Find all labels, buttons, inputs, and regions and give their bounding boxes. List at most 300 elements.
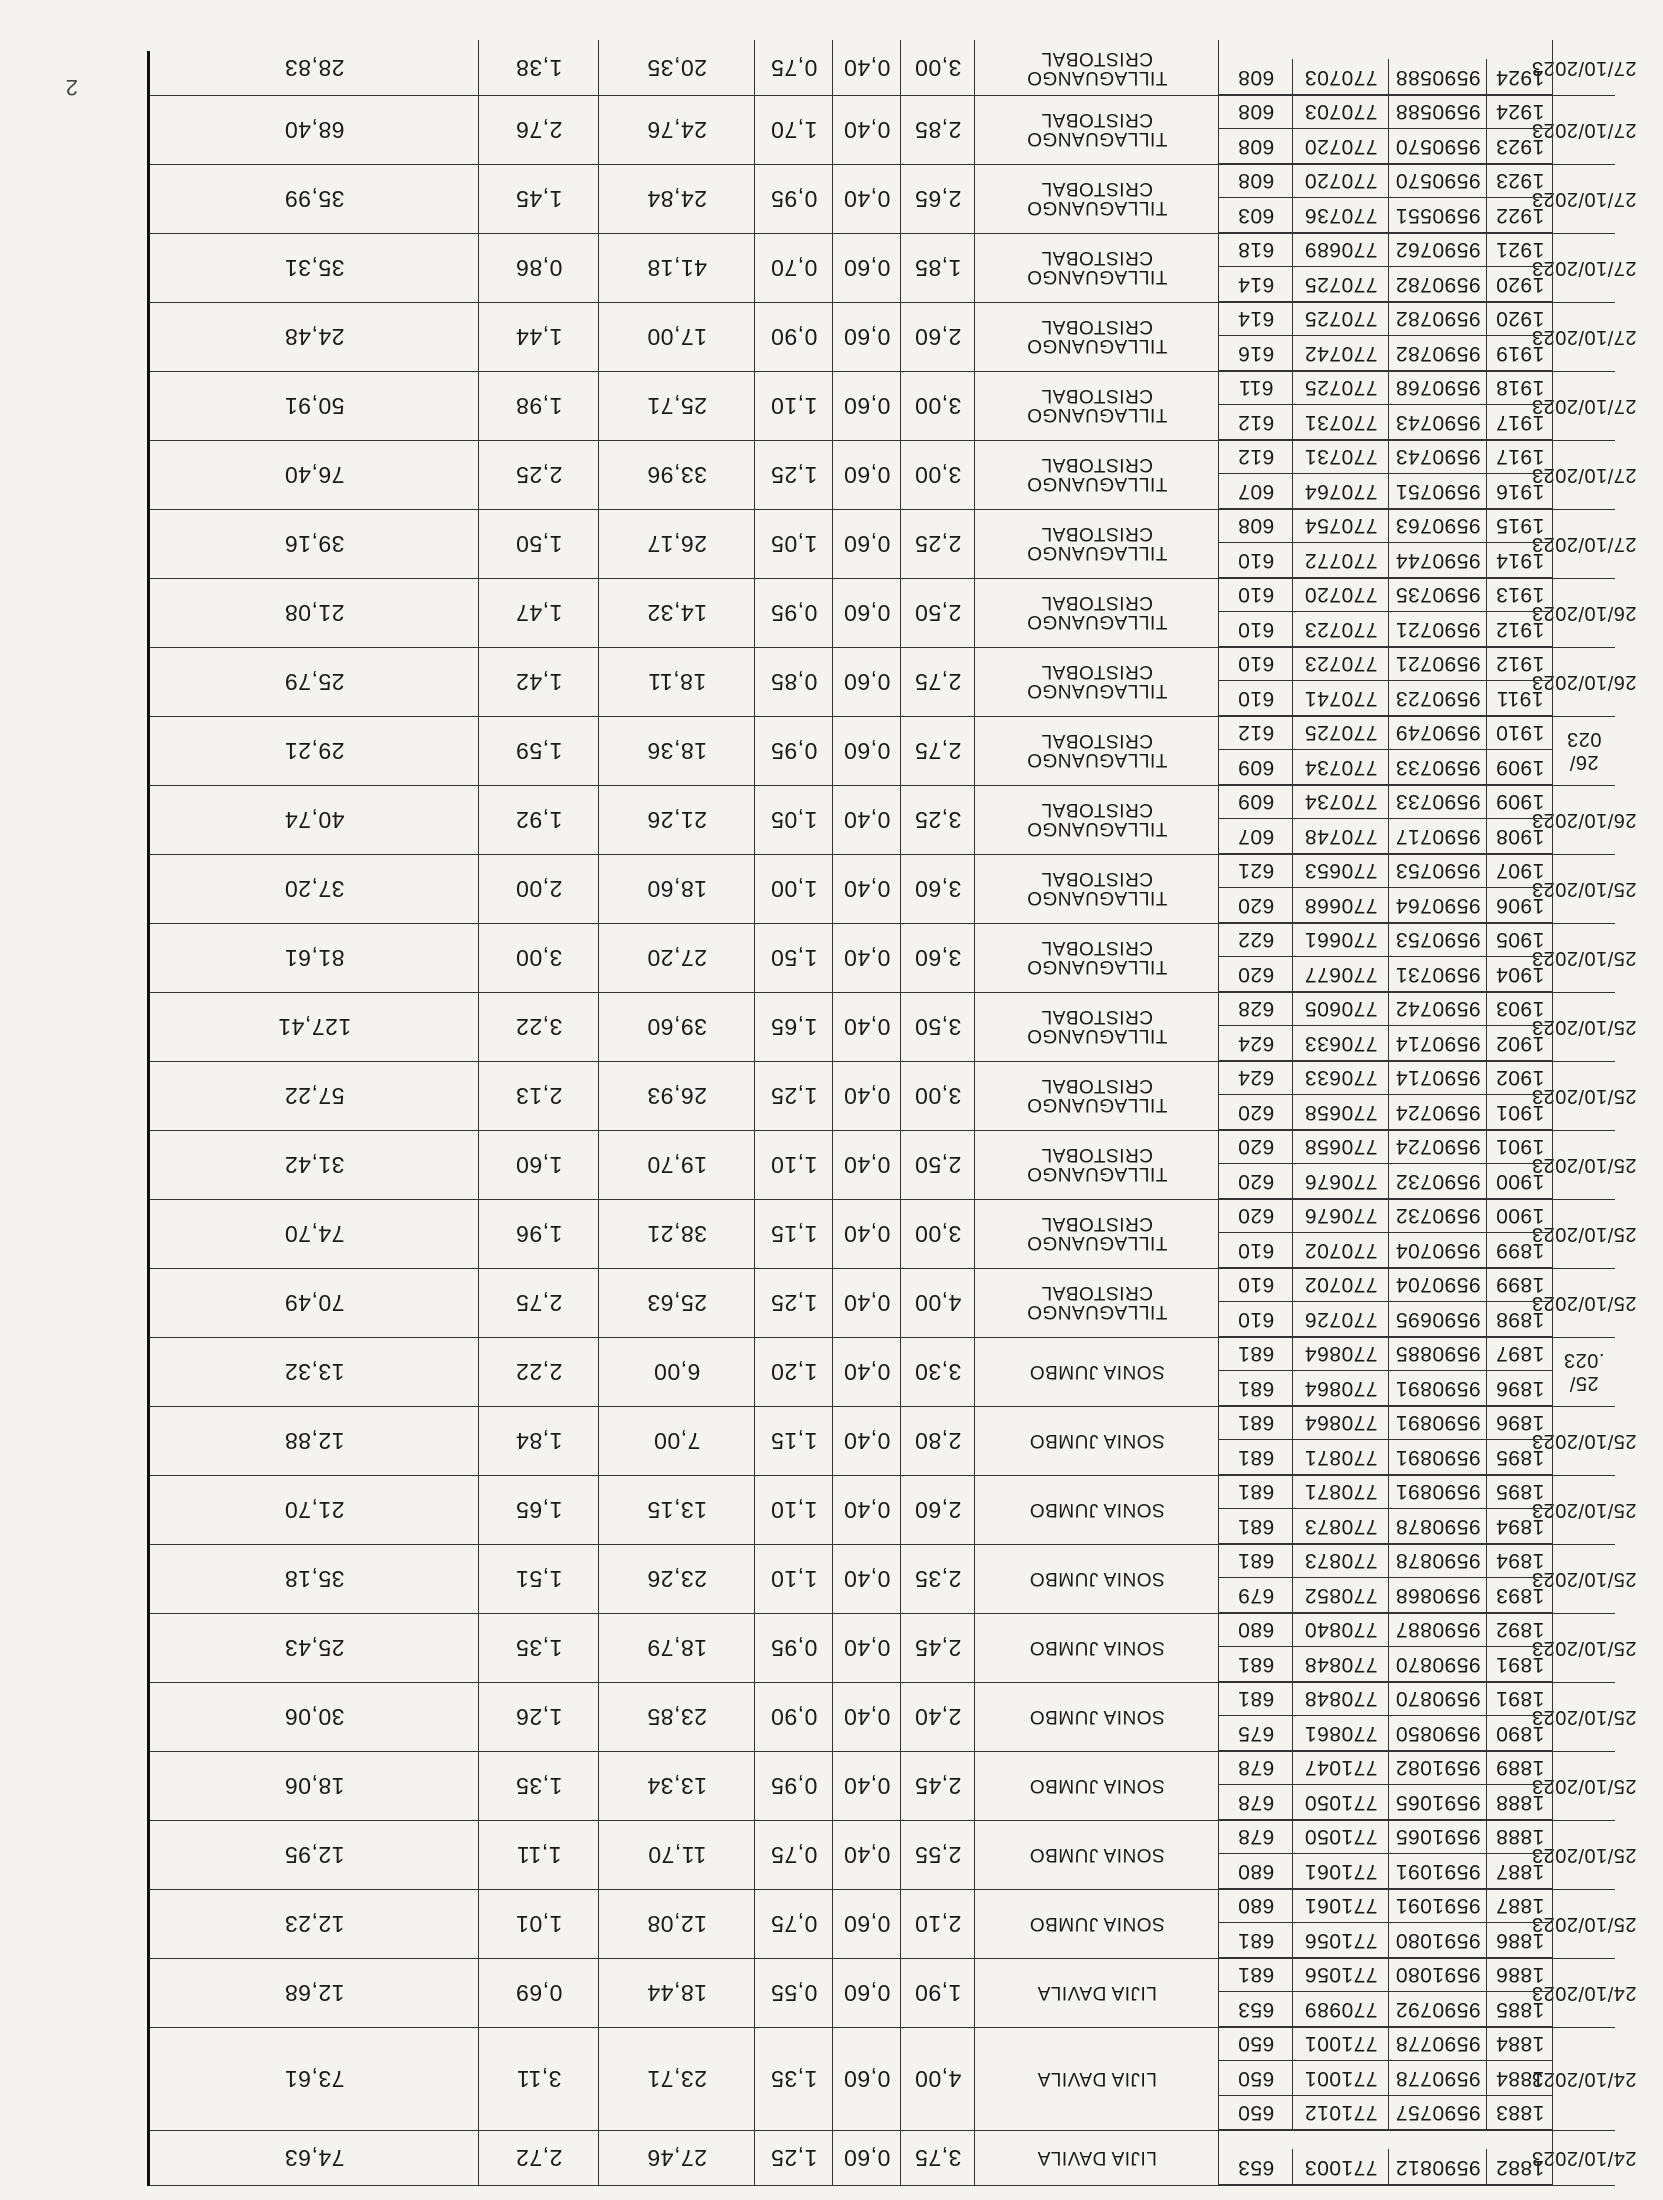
easting-cell: 771012 bbox=[1304, 2101, 1378, 2125]
column-divider bbox=[1486, 577, 1487, 612]
column-divider bbox=[478, 1337, 479, 1406]
table-row bbox=[150, 1958, 1637, 2028]
column-divider bbox=[1486, 1302, 1487, 1337]
point-number-cell: 1884 bbox=[1495, 2032, 1545, 2056]
elevation-cell: 620 bbox=[1237, 1169, 1275, 1193]
column-divider bbox=[974, 41, 975, 96]
measure-cell-5: 1,38 bbox=[515, 55, 563, 82]
column-divider bbox=[478, 1199, 479, 1268]
column-divider bbox=[832, 992, 833, 1061]
column-divider bbox=[1292, 1336, 1293, 1371]
column-divider bbox=[1292, 60, 1293, 95]
column-divider bbox=[1292, 1854, 1293, 1889]
column-divider bbox=[832, 95, 833, 164]
column-divider bbox=[1388, 1336, 1389, 1371]
column-divider bbox=[754, 1268, 755, 1337]
column-divider bbox=[1292, 94, 1293, 129]
column-divider bbox=[1218, 1130, 1219, 1199]
column-divider bbox=[1292, 1578, 1293, 1613]
measure-cell-2: 0,60 bbox=[843, 255, 891, 281]
column-divider bbox=[754, 1958, 755, 2027]
point-subrow bbox=[1219, 1543, 1553, 1579]
table-row bbox=[150, 1889, 1637, 1959]
elevation-cell: 681 bbox=[1237, 1549, 1275, 1573]
point-number-cell: 1908 bbox=[1495, 824, 1545, 848]
point-subrow bbox=[1219, 198, 1553, 234]
point-number-cell: 1892 bbox=[1495, 1618, 1545, 1642]
column-divider bbox=[900, 164, 901, 233]
column-divider bbox=[1218, 2131, 1219, 2186]
measure-cell-4: 33,96 bbox=[646, 462, 708, 488]
measure-cell-5: 1,47 bbox=[515, 600, 563, 626]
point-number-cell: 1883 bbox=[1495, 2101, 1545, 2125]
point-number-cell: 1900 bbox=[1495, 1169, 1545, 1193]
column-divider bbox=[1292, 646, 1293, 681]
elevation-cell: 612 bbox=[1237, 410, 1275, 434]
easting-cell: 770864 bbox=[1304, 1376, 1378, 1400]
northing-cell: 9590753 bbox=[1395, 928, 1481, 952]
northing-cell: 9590782 bbox=[1395, 341, 1481, 365]
column-divider bbox=[598, 1613, 599, 1682]
column-divider bbox=[754, 716, 755, 785]
column-divider bbox=[1486, 267, 1487, 302]
point-subrow bbox=[1219, 1233, 1553, 1269]
elevation-cell: 650 bbox=[1237, 2032, 1275, 2056]
column-divider bbox=[974, 854, 975, 923]
column-divider bbox=[1486, 1578, 1487, 1613]
measure-cell-3: 1,05 bbox=[770, 807, 818, 833]
column-divider bbox=[974, 233, 975, 302]
point-subrow bbox=[1219, 267, 1553, 303]
column-divider bbox=[1218, 164, 1219, 233]
point-number-cell: 1923 bbox=[1495, 134, 1545, 158]
easting-cell: 770725 bbox=[1304, 272, 1378, 296]
column-divider bbox=[832, 302, 833, 371]
measure-cell-5: 1,42 bbox=[515, 669, 563, 695]
column-divider bbox=[1486, 543, 1487, 578]
column-divider bbox=[754, 1544, 755, 1613]
elevation-cell: 612 bbox=[1237, 445, 1275, 469]
measure-cell-2: 0,40 bbox=[843, 1773, 891, 1799]
column-divider bbox=[478, 854, 479, 923]
point-number-cell: 1905 bbox=[1495, 928, 1545, 952]
northing-cell: 9590721 bbox=[1395, 617, 1481, 641]
measure-cell-3: 0,55 bbox=[770, 1980, 818, 2006]
elevation-cell: 608 bbox=[1237, 514, 1275, 538]
column-divider bbox=[1486, 784, 1487, 819]
column-divider bbox=[1552, 1199, 1553, 1268]
point-number-cell: 1901 bbox=[1495, 1135, 1545, 1159]
measure-cell-2: 0,40 bbox=[843, 1566, 891, 1592]
column-divider bbox=[1388, 612, 1389, 647]
elevation-cell: 618 bbox=[1237, 238, 1275, 262]
measure-cell-6: 35,18 bbox=[284, 1566, 345, 1592]
point-number-cell: 1910 bbox=[1495, 721, 1545, 745]
measure-cell-3: 1,05 bbox=[770, 531, 818, 557]
measure-cell-5: 1,65 bbox=[515, 1497, 563, 1523]
column-divider bbox=[1486, 957, 1487, 992]
elevation-cell: 680 bbox=[1237, 1859, 1275, 1883]
column-divider bbox=[1552, 371, 1553, 440]
date-cell: 25/10/2023 bbox=[1531, 1637, 1637, 1659]
measure-cell-2: 0,60 bbox=[843, 738, 891, 764]
table-row bbox=[150, 302, 1637, 372]
column-divider bbox=[1388, 1543, 1389, 1578]
date-cell: 25/10/2023 bbox=[1531, 1085, 1637, 1107]
point-number-cell: 1898 bbox=[1495, 1307, 1545, 1331]
point-number-cell: 1895 bbox=[1495, 1480, 1545, 1504]
point-number-cell: 1916 bbox=[1495, 479, 1545, 503]
column-divider bbox=[900, 1820, 901, 1889]
measure-cell-3: 1,25 bbox=[770, 462, 818, 488]
date-cell: 25/10/2023 bbox=[1531, 1154, 1637, 1176]
column-divider bbox=[1292, 474, 1293, 509]
column-divider bbox=[900, 2027, 901, 2131]
column-divider bbox=[1388, 819, 1389, 854]
column-divider bbox=[598, 1475, 599, 1544]
northing-cell: 9590743 bbox=[1395, 445, 1481, 469]
column-divider bbox=[1552, 854, 1553, 923]
column-divider bbox=[1388, 1923, 1389, 1958]
table-row bbox=[150, 992, 1637, 1062]
point-number-cell: 1889 bbox=[1495, 1756, 1545, 1780]
column-divider bbox=[754, 233, 755, 302]
point-subrow bbox=[1219, 370, 1553, 406]
measure-cell-4: 13,15 bbox=[646, 1497, 708, 1523]
point-subrow bbox=[1219, 439, 1553, 475]
northing-cell: 9590731 bbox=[1395, 962, 1481, 986]
measure-cell-4: 23,26 bbox=[646, 1566, 708, 1592]
owner-name-cell: LIJIA DAVILA bbox=[1037, 2147, 1157, 2169]
elevation-cell: 609 bbox=[1237, 790, 1275, 814]
column-divider bbox=[1552, 923, 1553, 992]
point-subrow bbox=[1219, 543, 1553, 579]
point-subrow bbox=[1219, 1957, 1553, 1993]
northing-cell: 9590724 bbox=[1395, 1100, 1481, 1124]
point-number-cell: 1891 bbox=[1495, 1687, 1545, 1711]
easting-cell: 770703 bbox=[1304, 65, 1378, 89]
measure-cell-6: 12,23 bbox=[284, 1911, 345, 1937]
column-divider bbox=[598, 1820, 599, 1889]
point-number-cell: 1904 bbox=[1495, 962, 1545, 986]
column-divider bbox=[1292, 232, 1293, 267]
measure-cell-4: 38,21 bbox=[646, 1221, 708, 1247]
measure-cell-5: 3,00 bbox=[515, 945, 563, 971]
measure-cell-4: 18,11 bbox=[647, 669, 707, 695]
table-row bbox=[150, 854, 1637, 924]
column-divider bbox=[1218, 509, 1219, 578]
measure-cell-1: 3,60 bbox=[914, 945, 962, 971]
measure-cell-1: 3,00 bbox=[914, 1083, 962, 1109]
easting-cell: 770658 bbox=[1304, 1100, 1378, 1124]
date-cell: 26/10/2023 bbox=[1531, 671, 1637, 693]
date-cell: 25/10/2023 bbox=[1531, 1706, 1637, 1728]
column-divider bbox=[1292, 1923, 1293, 1958]
column-divider bbox=[598, 785, 599, 854]
elevation-cell: 628 bbox=[1237, 997, 1275, 1021]
column-divider bbox=[478, 1889, 479, 1958]
easting-cell: 771050 bbox=[1304, 1825, 1378, 1849]
column-divider bbox=[900, 1544, 901, 1613]
point-number-cell: 1901 bbox=[1495, 1100, 1545, 1124]
date-cell: 25/10/2023 bbox=[1531, 947, 1637, 969]
elevation-cell: 681 bbox=[1237, 1342, 1275, 1366]
column-divider bbox=[1388, 1957, 1389, 1992]
column-divider bbox=[974, 1130, 975, 1199]
elevation-cell: 681 bbox=[1237, 1963, 1275, 1987]
measure-cell-4: 27,20 bbox=[646, 945, 708, 971]
column-divider bbox=[1552, 1958, 1553, 2027]
owner-name-cell: TILLAGUANGO CRISTOBAL bbox=[1026, 316, 1168, 357]
measure-cell-1: 1,90 bbox=[914, 1980, 962, 2006]
point-subrow bbox=[1219, 474, 1553, 510]
column-divider bbox=[974, 371, 975, 440]
column-divider bbox=[900, 1475, 901, 1544]
northing-cell: 9590570 bbox=[1395, 169, 1481, 193]
column-divider bbox=[974, 716, 975, 785]
measure-cell-2: 0,40 bbox=[843, 1083, 891, 1109]
easting-cell: 770989 bbox=[1304, 1997, 1378, 2021]
measure-cell-4: 24,76 bbox=[646, 117, 708, 143]
measure-cell-6: 12,68 bbox=[284, 1980, 345, 2006]
point-subrow bbox=[1219, 1647, 1553, 1683]
northing-cell: 9590695 bbox=[1395, 1307, 1481, 1331]
measure-cell-2: 0,40 bbox=[843, 1221, 891, 1247]
column-divider bbox=[832, 923, 833, 992]
column-divider bbox=[1486, 1129, 1487, 1164]
northing-cell: 9590732 bbox=[1395, 1204, 1481, 1228]
column-divider bbox=[1292, 1405, 1293, 1440]
column-divider bbox=[1218, 1406, 1219, 1475]
column-divider bbox=[1292, 439, 1293, 474]
column-divider bbox=[832, 41, 833, 96]
column-divider bbox=[478, 2131, 479, 2186]
column-divider bbox=[1292, 1233, 1293, 1268]
point-subrow bbox=[1219, 129, 1553, 165]
column-divider bbox=[598, 854, 599, 923]
elevation-cell: 621 bbox=[1237, 859, 1275, 883]
column-divider bbox=[1486, 1543, 1487, 1578]
point-subrow bbox=[1219, 1164, 1553, 1200]
owner-name-cell: LIJIA DAVILA bbox=[1037, 2068, 1157, 2090]
column-divider bbox=[1486, 2026, 1487, 2061]
easting-cell: 771003 bbox=[1304, 2155, 1378, 2179]
column-divider bbox=[832, 1199, 833, 1268]
elevation-cell: 609 bbox=[1237, 755, 1275, 779]
point-number-cell: 1888 bbox=[1495, 1790, 1545, 1814]
northing-cell: 9590717 bbox=[1395, 824, 1481, 848]
easting-cell: 770720 bbox=[1304, 169, 1378, 193]
measure-cell-4: 18,60 bbox=[646, 876, 708, 902]
easting-cell: 771061 bbox=[1304, 1894, 1378, 1918]
measure-cell-5: 1,51 bbox=[515, 1566, 563, 1592]
measure-cell-5: 1,50 bbox=[515, 531, 563, 557]
point-number-cell: 1912 bbox=[1495, 652, 1545, 676]
easting-cell: 770871 bbox=[1304, 1480, 1378, 1504]
column-divider bbox=[478, 41, 479, 96]
column-divider bbox=[1292, 750, 1293, 785]
point-subrow bbox=[1219, 1026, 1553, 1062]
easting-cell: 770731 bbox=[1304, 445, 1378, 469]
column-divider bbox=[1486, 405, 1487, 440]
column-divider bbox=[1292, 957, 1293, 992]
column-divider bbox=[1292, 1750, 1293, 1785]
northing-cell: 9590757 bbox=[1395, 2101, 1481, 2125]
column-divider bbox=[900, 509, 901, 578]
easting-cell: 770720 bbox=[1304, 134, 1378, 158]
measure-cell-6: 76,40 bbox=[284, 462, 345, 488]
column-divider bbox=[900, 440, 901, 509]
column-divider bbox=[1292, 198, 1293, 233]
column-divider bbox=[832, 578, 833, 647]
column-divider bbox=[900, 1889, 901, 1958]
elevation-cell: 610 bbox=[1237, 583, 1275, 607]
point-subrow bbox=[1219, 957, 1553, 993]
column-divider bbox=[478, 647, 479, 716]
measure-cell-6: 37,20 bbox=[284, 876, 345, 902]
column-divider bbox=[1388, 1302, 1389, 1337]
column-divider bbox=[1292, 1198, 1293, 1233]
column-divider bbox=[1292, 1026, 1293, 1061]
northing-cell: 9590891 bbox=[1395, 1376, 1481, 1400]
column-divider bbox=[598, 233, 599, 302]
measure-cell-1: 3,00 bbox=[914, 393, 962, 419]
elevation-cell: 650 bbox=[1237, 2066, 1275, 2090]
column-divider bbox=[754, 923, 755, 992]
elevation-cell: 620 bbox=[1237, 1135, 1275, 1159]
measure-cell-5: 1,45 bbox=[515, 186, 563, 212]
column-divider bbox=[974, 1820, 975, 1889]
column-divider bbox=[1388, 1992, 1389, 2027]
column-divider bbox=[1292, 1302, 1293, 1337]
table-row bbox=[150, 1061, 1637, 1131]
easting-cell: 770702 bbox=[1304, 1238, 1378, 1262]
column-divider bbox=[1388, 1164, 1389, 1199]
column-divider bbox=[1486, 1026, 1487, 1061]
easting-cell: 770840 bbox=[1304, 1618, 1378, 1642]
measure-cell-3: 0,95 bbox=[770, 1773, 818, 1799]
column-divider bbox=[1388, 991, 1389, 1026]
column-divider bbox=[832, 1958, 833, 2027]
measure-cell-5: 2,13 bbox=[515, 1083, 563, 1109]
measure-cell-6: 57,22 bbox=[284, 1083, 345, 1109]
column-divider bbox=[1486, 1440, 1487, 1475]
measure-cell-4: 17,00 bbox=[646, 324, 708, 350]
column-divider bbox=[1486, 853, 1487, 888]
column-divider bbox=[1218, 440, 1219, 509]
owner-name-cell: SONIA JUMBO bbox=[1029, 1568, 1165, 1589]
measure-cell-1: 3,30 bbox=[914, 1359, 962, 1385]
measure-cell-2: 0,40 bbox=[843, 876, 891, 902]
column-divider bbox=[1486, 1888, 1487, 1923]
easting-cell: 770873 bbox=[1304, 1514, 1378, 1538]
point-number-cell: 1906 bbox=[1495, 893, 1545, 917]
elevation-cell: 608 bbox=[1237, 134, 1275, 158]
column-divider bbox=[900, 992, 901, 1061]
point-subrow bbox=[1219, 1336, 1553, 1372]
column-divider bbox=[1218, 647, 1219, 716]
column-divider bbox=[754, 854, 755, 923]
column-divider bbox=[1486, 612, 1487, 647]
measure-cell-2: 0,40 bbox=[843, 1014, 891, 1040]
column-divider bbox=[1218, 95, 1219, 164]
column-divider bbox=[900, 2131, 901, 2186]
column-divider bbox=[832, 785, 833, 854]
column-divider bbox=[1486, 1474, 1487, 1509]
measure-cell-3: 1,10 bbox=[770, 1152, 818, 1178]
northing-cell: 9590704 bbox=[1395, 1273, 1481, 1297]
measure-cell-1: 2,25 bbox=[914, 531, 962, 557]
column-divider bbox=[1292, 1164, 1293, 1199]
column-divider bbox=[832, 440, 833, 509]
column-divider bbox=[1388, 1060, 1389, 1095]
owner-name-cell: SONIA JUMBO bbox=[1029, 1844, 1165, 1865]
owner-name-cell: SONIA JUMBO bbox=[1029, 1913, 1165, 1934]
easting-cell: 770703 bbox=[1304, 100, 1378, 124]
column-divider bbox=[832, 1130, 833, 1199]
measure-cell-6: 127,41 bbox=[277, 1014, 352, 1040]
column-divider bbox=[1486, 646, 1487, 681]
date-cell: 25/ .023 bbox=[1563, 1349, 1605, 1395]
column-divider bbox=[598, 1751, 599, 1820]
easting-cell: 770661 bbox=[1304, 928, 1378, 952]
column-divider bbox=[900, 233, 901, 302]
column-divider bbox=[974, 1682, 975, 1751]
column-divider bbox=[974, 647, 975, 716]
northing-cell: 9590588 bbox=[1395, 65, 1481, 89]
owner-name-cell: TILLAGUANGO CRISTOBAL bbox=[1026, 178, 1168, 219]
column-divider bbox=[1552, 2027, 1553, 2131]
elevation-cell: 678 bbox=[1237, 1825, 1275, 1849]
column-divider bbox=[754, 1613, 755, 1682]
owner-name-cell: TILLAGUANGO CRISTOBAL bbox=[1026, 937, 1168, 978]
column-divider bbox=[1292, 1992, 1293, 2027]
date-cell: 25/10/2023 bbox=[1531, 1430, 1637, 1452]
column-divider bbox=[1486, 1992, 1487, 2027]
column-divider bbox=[1218, 716, 1219, 785]
column-divider bbox=[1486, 1923, 1487, 1958]
measure-cell-5: 1,11 bbox=[516, 1842, 562, 1868]
column-divider bbox=[598, 371, 599, 440]
column-divider bbox=[1388, 888, 1389, 923]
column-divider bbox=[832, 1406, 833, 1475]
table-row bbox=[150, 1751, 1637, 1821]
column-divider bbox=[754, 992, 755, 1061]
column-divider bbox=[1292, 129, 1293, 164]
measure-cell-2: 0,60 bbox=[843, 2066, 891, 2093]
date-cell: 25/10/2023 bbox=[1531, 1913, 1637, 1935]
column-divider bbox=[1552, 1544, 1553, 1613]
point-subrow bbox=[1219, 163, 1553, 199]
column-divider bbox=[478, 371, 479, 440]
column-divider bbox=[598, 1268, 599, 1337]
measure-cell-5: 2,25 bbox=[515, 462, 563, 488]
column-divider bbox=[1486, 819, 1487, 854]
column-divider bbox=[1292, 1095, 1293, 1130]
point-number-cell: 1920 bbox=[1495, 272, 1545, 296]
owner-name-cell: TILLAGUANGO CRISTOBAL bbox=[1026, 385, 1168, 426]
measure-cell-6: 73,61 bbox=[284, 2066, 345, 2093]
owner-name-cell: SONIA JUMBO bbox=[1029, 1706, 1165, 1727]
column-divider bbox=[478, 164, 479, 233]
measure-cell-3: 0,95 bbox=[770, 738, 818, 764]
column-divider bbox=[478, 1682, 479, 1751]
column-divider bbox=[598, 1889, 599, 1958]
date-cell: 24/10/2023 bbox=[1531, 1982, 1637, 2004]
column-divider bbox=[1486, 681, 1487, 716]
column-divider bbox=[1486, 1785, 1487, 1820]
measure-cell-6: 70,49 bbox=[284, 1290, 345, 1316]
